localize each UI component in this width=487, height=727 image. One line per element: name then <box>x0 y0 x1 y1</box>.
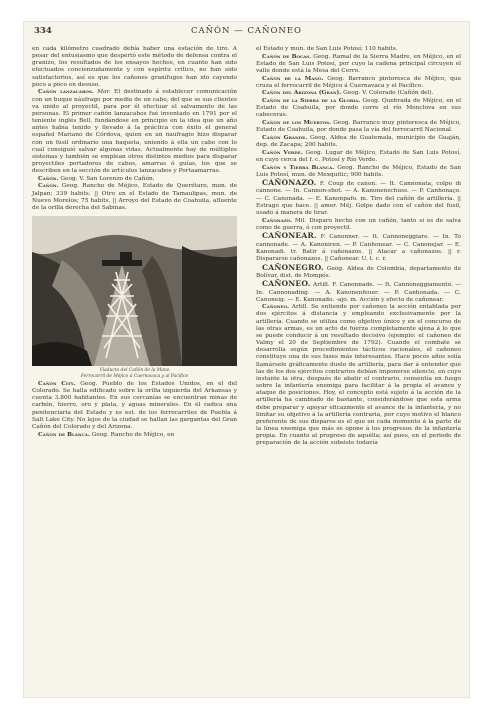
entry-headword: Cañón City. <box>38 380 76 387</box>
entry-headword: CAÑONAZO. <box>262 178 317 188</box>
right-column <box>256 46 461 448</box>
entry-text: El destinado á establecer comunicación con un buque náufrago por medio de un cabo, del que se sus clientes va unido al proyectil, para por él efectuar el salvamento de las personas. El primer cañón lanzacabos fué inventado en 1791 por el teniente inglés Bell, fundándose en principio en la idea que un año antes había tenido y llevado á la práctica con éxito el general español Mariano de Córdova, quien en un naufragio hizo disparar con un fusil ordinario una baqueta, uniendo á ella un cabo con lo cual consiguió salvar algunas vidas. Actualmente hay de múltiples sistemas y también se emplean otros distintos medios para disparar proyectiles portadores de cabos, amarras ó guías, los que se describen en la sección de artículos lanzacabos y Portaamarras. <box>32 89 238 175</box>
entry-text: Geog. V. San Lorenzo de Cañón. <box>60 175 155 182</box>
page-number: 334 <box>34 26 52 36</box>
entry-paragraph <box>256 304 461 447</box>
entry-text: Geog. Aldea de Colombia, departamento de Bolívar, dist. de Mompós. <box>256 265 462 279</box>
entry-paragraph <box>256 135 461 149</box>
entry-text: Geog. Aldea de Guatemala, municipio de Guaján, dep. de Zacapa; 200 habits. <box>256 134 462 149</box>
entry-headword: CAÑONEAR. <box>262 231 317 241</box>
entry-paragraph <box>256 218 461 232</box>
entry-headword: Cañonazo. <box>262 217 293 224</box>
entry-headword: Cañón y Tierra Blanca. <box>262 164 335 171</box>
left-column <box>32 46 237 439</box>
caption-subtitle: Ferrocarril de Méjico á Cuernavaca y al Pacífico <box>80 373 189 379</box>
entry-text: Geog. Barranco muy pintoresca de Méjico, Estado de Coahuila, por donde pasa la vía del ferrocarril Nacional. <box>256 120 461 134</box>
entry-headword: Cañoneo. <box>262 304 290 311</box>
entry-headword: Cañón. <box>38 175 59 182</box>
entry-paragraph: el Estado y mun. de San Luis Potosí; 110 habits. <box>256 46 398 52</box>
entry-text: Artill. Se entiende por cañoneo la acción entablada por dos ejércitos á distancia y empleando exclusivamente por la artillería. Cuando se utiliza como objetivo único y en el concurso de las otras armas, es un acto de fuerza completamente ajena á lo que se puede conducir á un resultado decisivo (ejemplo: el cañoneo de Valmy el 20 de Septiembre de 1792). Cuando el combate se desarrolla según procedimientos tácticos racionales, el cañoneo constituye una de sus fases más interesantes. Hace pocos años solía llamársele gráficamente duelo de artillería, para dar á entender que las de los dos ejércitos contrarios debían imponerse silencio, en cuyo instante la otra, después de abatir el contrario, consentía en fuego sobre la infantería enemiga para facilitar á la propia el avance y ataque de posiciones. Hoy, el concepto está sujeto á la acción de la artillería ha cambiado de bastante, considerándose que esta arma debe preparar y apoyar eficazmente el avance de la infantería, y no limitar su objetivo á la artillería contraria, por cuyo motivo el blanco preferente de sus disparos es el que en cada momento á la parte de la línea enemiga que más se opone á los progresos de la infantería propia. En cuanto al progreso de aquélla; así pues, en el periodo de preparación de la acción subsiste todavía <box>256 304 461 447</box>
entry-paragraph <box>256 90 461 97</box>
caption-title: Viaducto del Cañón de la Mano <box>99 368 170 374</box>
entry-paragraph <box>256 232 461 263</box>
document-page <box>24 22 469 697</box>
entry-paragraph: en cada kilómetro cuadrado debía haber una estación de tiro. A pesar del entusiasmo que despertó este método de defensa contra el granizo, los resultados de los ensayos hechos, en cuanto han sido efectuados concienzudamente y con espíritu crítico, no han sido satisfactorios, así es que los cañones granífugos han ido cayendo poco a poco en desuso. <box>32 46 237 88</box>
entry-paragraph <box>32 176 237 183</box>
running-title: CAÑÓN — CAÑONEO <box>190 26 303 36</box>
entry-headword: Cañón. <box>38 183 59 190</box>
entry-headword: CAÑONEGRO. <box>262 262 324 272</box>
entry-text: Geog. Ramal de la Sierra Madre, en Méjico, en el Estado de San Luis Potosí, por cuyo la cadena principal circuyen el valle donde está la Mesa del Cerro. <box>256 53 461 74</box>
entry-paragraph <box>32 381 237 431</box>
entry-headword: Cañón de la Sierra de la Gloria. <box>262 98 361 105</box>
entry-paragraph <box>256 150 461 164</box>
entry-text: Mil. Disparo hecho con un cañón, tanto si es de salva como de guerra, ó con proyectil. <box>256 217 461 231</box>
entry-headword: Cañón de Blanca. <box>38 431 90 438</box>
viaduct-photograph <box>32 216 237 366</box>
entry-headword: Cañón lanzacabos. <box>38 89 94 96</box>
entry-headword: Cañón de la Mano. <box>262 75 324 82</box>
entry-paragraph <box>256 179 461 217</box>
entry-paragraph <box>256 264 461 280</box>
entry-text: Geog. Quebrada de Méjico, en el Estado de Coahuila, por donde corre el río Monclova en sus cabeceras. <box>256 98 462 119</box>
entry-text: Geog. Rancho de Méjico, en <box>91 431 175 438</box>
entry-paragraph <box>256 120 461 134</box>
entry-paragraph <box>256 98 461 119</box>
running-header <box>34 26 459 40</box>
entry-text: Geog. Pueblo de los Estados Unidos, en el del Colorado. Se halla edificado sobre la orilla izquierda del Arkansas y cuenta 3.800 habitantes. En sus cercanías se encuentran minas de carbón, hierro, oro y plata, y aguas minerales. En él radica una penitenciaría del Estado y es est. de los ferrocarriles de Puebla á Salt Lake City. No lejos de la ciudad se hallan las gargantas del Gran Cañón del Colorado y del Arizona. <box>32 380 238 430</box>
entry-headword: Cañón de los Muertos. <box>262 120 332 127</box>
entry-headword: Cañón del Arizona (Gran). <box>262 90 342 97</box>
entry-headword: Cañón de Bocas. <box>262 53 312 60</box>
entry-text: Geog. Rancho de Méjico, Estado de San Luis Potosí, mun. de Mexquitic; 900 habits. <box>256 164 461 178</box>
entry-label: Mar. <box>97 89 111 96</box>
entry-paragraph <box>32 183 237 212</box>
entry-text: Geog. V. Colorado (Cañón del). <box>343 90 434 97</box>
entry-text: Artill. F. Canonnade. — It. Cannoneggiamento. — In. Cannonading. — A. Kanonenfeuer. — P. Canhonada. — C. Canoneig. — E. Kanonado. -ajo. m. Acción y efecto de cañonear. <box>256 282 461 303</box>
entry-headword: CAÑONEO. <box>262 279 311 289</box>
entry-text: Geog. Barranco pintoresca de Méjico, que cruza el ferrocarril de Méjico á Cuernavaca y el Pacífico. <box>256 75 461 89</box>
entry-text: Geog. Rancho de Méjico, Estado de Querétaro, mun. de Jalpan; 339 habits. || Otro en el Estado de Tamaulipas, mun. de Nuevo Morelos; 75 habits. || Arroyo del Estado de Coahuila, afluente de la orilla derecha del Sabinas. <box>32 183 238 211</box>
photo-caption <box>32 368 237 379</box>
entry-text: Geog. Lugar de Méjico, Estado de San Luis Potosí, en cuyo cerca del f. c. Potosí y Río Verde. <box>256 149 461 163</box>
entry-paragraph <box>256 165 461 179</box>
entry-paragraph <box>256 54 461 75</box>
entry-paragraph <box>32 432 237 439</box>
entry-paragraph <box>32 89 237 175</box>
entry-text: F. Canonner. — It. Cannoneggiare. — In. To cannonade. — A. Kanoniren. — P. Canhonear. — C. Canonejar. — E. Kanonadi. tr. Batir á cañonazos. || Atacar a cañonazos. || r. Dispararse cañonazos. || Cañonear. U. t. c. r. <box>256 234 462 262</box>
entry-text: F. Coup de canon. — It. Cannonata, colpo di cannone. — In. Cannon-shot. — A. Kanonenschuss. — P. Canhonaço. — C. Canonada. — E. Kanonpafo. m. Tiro del cañón de artillería. || Estrago que hace. || amer. Méj. Golpe dado con el cañón del fusil, usado á manera de tirar. <box>256 181 462 216</box>
entry-paragraph <box>256 280 461 303</box>
entry-paragraph <box>256 76 461 90</box>
entry-headword: Cañón Verde. <box>262 149 303 156</box>
entry-headword: Cañón Grande. <box>262 134 308 141</box>
